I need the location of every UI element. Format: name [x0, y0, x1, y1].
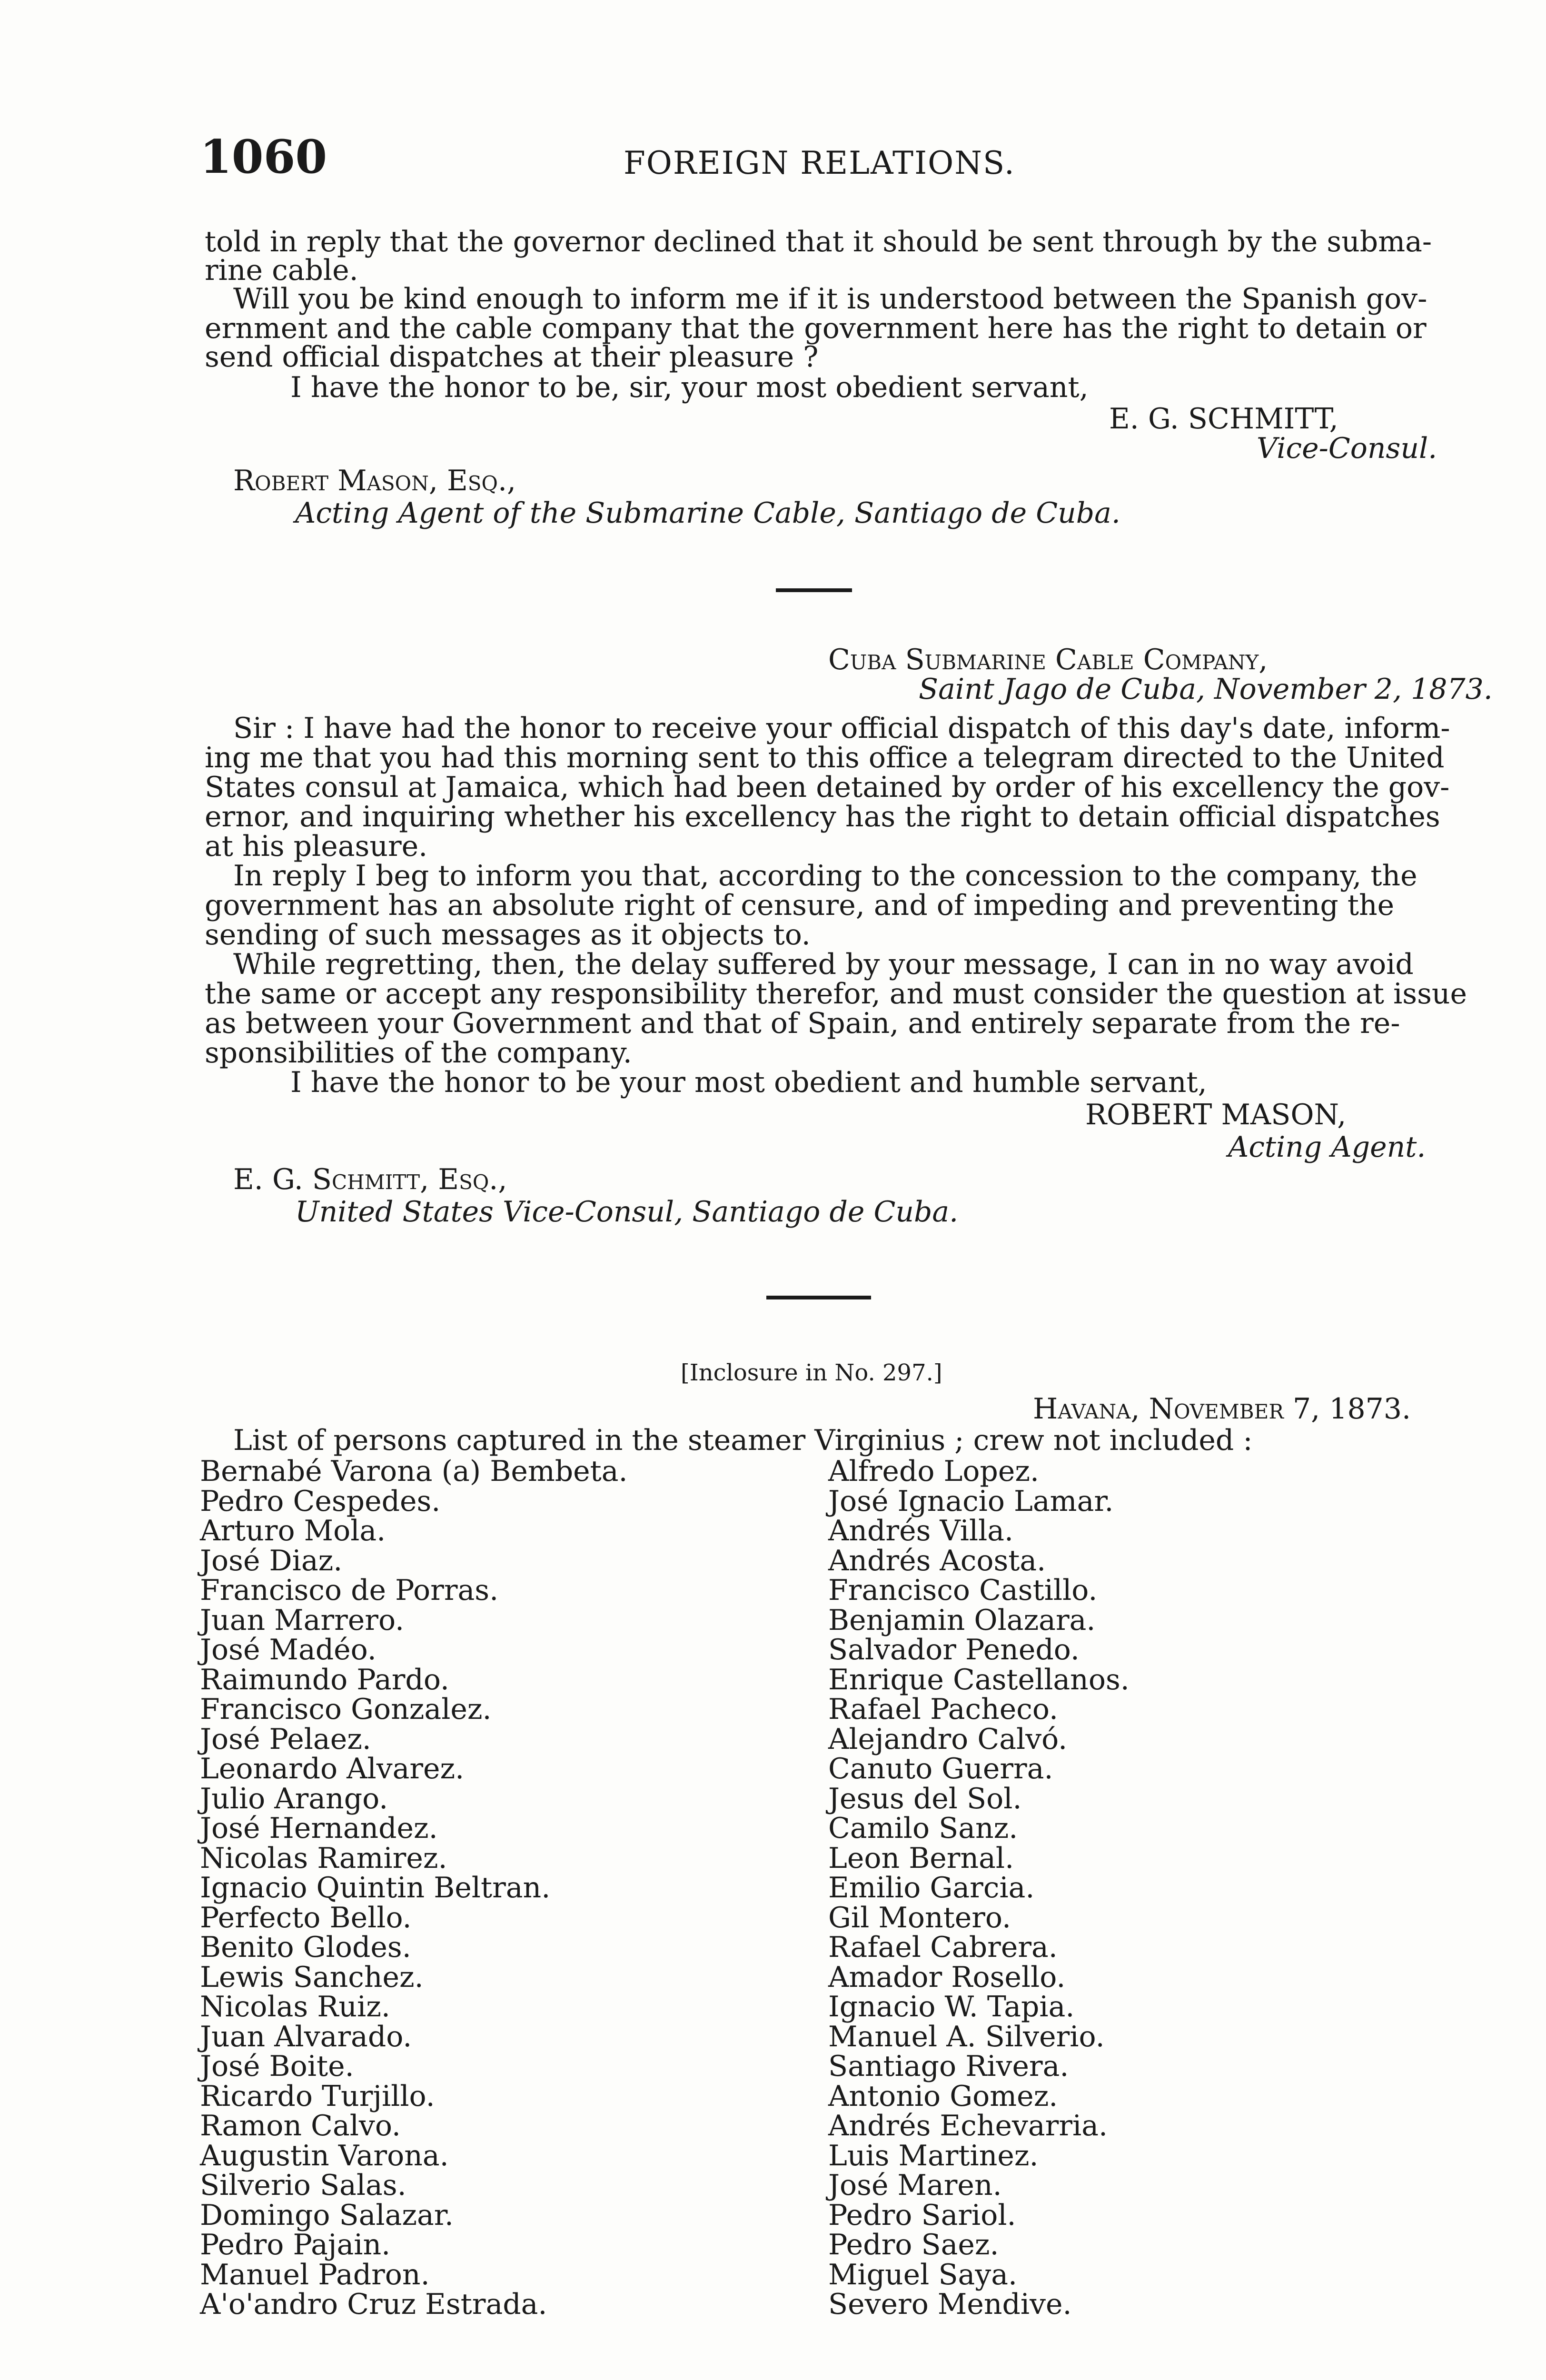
enclosure-intro: List of persons captured in the steamer Virginius ; crew not included :: [233, 1424, 1253, 1457]
person-name: Enrique Castellanos.: [828, 1663, 1130, 1696]
person-name: Rafael Cabrera.: [828, 1931, 1058, 1964]
person-name: José Madéo.: [200, 1633, 377, 1666]
letter1-line: told in reply that the governor declined that it should be sent through by the subma-: [205, 225, 1432, 258]
person-name: Antonio Gomez.: [828, 2079, 1058, 2113]
person-name: Leonardo Alvarez.: [200, 1752, 465, 1785]
letter1-line: Will you be kind enough to inform me if it is understood between the Spanish gov-: [233, 282, 1427, 316]
enclosure-date-text: Havana, November 7, 1873.: [1033, 1392, 1411, 1426]
person-name: Santiago Rivera.: [828, 2050, 1069, 2083]
letter1-signature-title: Vice-Consul.: [1257, 432, 1437, 465]
letter2-line: the same or accept any responsibility therefor, and must consider the question at issue: [205, 977, 1467, 1011]
person-name: Andrés Acosta.: [828, 1544, 1046, 1577]
section-divider: [776, 588, 852, 592]
person-name: Andrés Echevarria.: [828, 2109, 1108, 2142]
person-name: Ramon Calvo.: [200, 2109, 401, 2142]
letter2-line: sending of such messages as it objects to.: [205, 918, 811, 952]
person-name: José Diaz.: [200, 1544, 343, 1577]
letter1-line: send official dispatches at their pleasure ?: [205, 340, 819, 374]
letter2-addressee-title: United States Vice-Consul, Santiago de Cuba.: [295, 1195, 959, 1229]
letter2-line: States consul at Jamaica, which had been detained by order of his excellency the gov-: [205, 771, 1450, 804]
person-name: Emilio Garcia.: [828, 1871, 1035, 1904]
letter2-line: I have the honor to be your most obedient and humble servant,: [290, 1066, 1207, 1099]
person-name: Nicolas Ramirez.: [200, 1841, 447, 1875]
person-name: Francisco de Porras.: [200, 1574, 499, 1607]
person-name: Nicolas Ruiz.: [200, 1990, 390, 2023]
names-right-column: [828, 1457, 1130, 2320]
person-name: A'o'andro Cruz Estrada.: [200, 2288, 547, 2321]
person-name: Canuto Guerra.: [828, 1752, 1053, 1785]
page-number: 1060: [200, 130, 327, 184]
names-left-column: [200, 1457, 628, 2320]
person-name: Alejandro Calvó.: [828, 1722, 1068, 1756]
person-name: José Hernandez.: [200, 1812, 438, 1845]
letter2-line: as between your Government and that of Spain, and entirely separate from the re-: [205, 1007, 1400, 1040]
person-name: Jesus del Sol.: [828, 1782, 1022, 1815]
person-name: Luis Martinez.: [828, 2139, 1039, 2172]
enclosure-place-date: [1033, 1392, 1411, 1426]
person-name: Bernabé Varona (a) Bembeta.: [200, 1455, 628, 1488]
person-name: Manuel Padron.: [200, 2258, 430, 2291]
person-name: Silverio Salas.: [200, 2169, 406, 2202]
letter1-line: ernment and the cable company that the government here has the right to detain or: [205, 312, 1427, 345]
letter1-line: I have the honor to be, sir, your most obedient servant,: [290, 371, 1089, 404]
letter2-line: While regretting, then, the delay suffered by your message, I can in no way avoid: [233, 948, 1414, 981]
person-name: Arturo Mola.: [200, 1514, 386, 1547]
person-name: Camilo Sanz.: [828, 1812, 1018, 1845]
letter1-addressee-title: Acting Agent of the Submarine Cable, Santiago de Cuba.: [295, 496, 1120, 530]
person-name: Benjamin Olazara.: [828, 1603, 1096, 1637]
letter2-line: Sir : I have had the honor to receive your official dispatch of this day's date, inform-: [233, 712, 1450, 745]
person-name: Perfecto Bello.: [200, 1901, 412, 1934]
enclosure-label: [Inclosure in No. 297.]: [681, 1359, 942, 1386]
person-name: Gil Montero.: [828, 1901, 1011, 1934]
person-name: Juan Marrero.: [200, 1603, 405, 1637]
person-name: Salvador Penedo.: [828, 1633, 1080, 1666]
person-name: José Boite.: [200, 2050, 354, 2083]
person-name: Raimundo Pardo.: [200, 1663, 449, 1696]
section-divider: [766, 1296, 871, 1299]
letter2-line: ernor, and inquiring whether his excellency has the right to detain official dispatches: [205, 800, 1440, 833]
person-name: Pedro Sariol.: [828, 2198, 1016, 2232]
person-name: Pedro Pajain.: [200, 2228, 391, 2261]
letter2-line: ing me that you had this morning sent to this office a telegram directed to the United: [205, 741, 1445, 774]
person-name: Pedro Saez.: [828, 2228, 999, 2261]
person-name: Augustin Varona.: [200, 2139, 449, 2172]
letter1-signature: E. G. SCHMITT,: [1109, 402, 1338, 436]
letter2-signature: ROBERT MASON,: [1085, 1098, 1347, 1131]
person-name: Lewis Sanchez.: [200, 1960, 424, 1994]
running-title: FOREIGN RELATIONS.: [624, 145, 1015, 181]
person-name: Juan Alvarado.: [200, 2020, 412, 2053]
letter2-line: In reply I beg to inform you that, according to the concession to the company, the: [233, 859, 1417, 892]
person-name: Ricardo Turjillo.: [200, 2079, 435, 2113]
letter2-place-date: Saint Jago de Cuba, November 2, 1873.: [919, 673, 1493, 706]
letter2-line: government has an absolute right of censure, and of impeding and preventing the: [205, 889, 1395, 922]
person-name: Alfredo Lopez.: [828, 1455, 1040, 1488]
person-name: Miguel Saya.: [828, 2258, 1018, 2291]
person-name: Julio Arango.: [200, 1782, 388, 1815]
letter2-line: at his pleasure.: [205, 830, 428, 863]
person-name: Francisco Castillo.: [828, 1574, 1098, 1607]
person-name: Benito Glodes.: [200, 1931, 411, 1964]
letter2-line: sponsibilities of the company.: [205, 1036, 632, 1070]
letter2-addressee: E. G. Schmitt, Esq.,: [233, 1163, 507, 1196]
person-name: Ignacio Quintin Beltran.: [200, 1871, 551, 1904]
person-name: Domingo Salazar.: [200, 2198, 454, 2232]
person-name: José Maren.: [828, 2169, 1002, 2202]
person-name: José Pelaez.: [200, 1722, 371, 1756]
person-name: Francisco Gonzalez.: [200, 1693, 492, 1726]
letter2-signature-title: Acting Agent.: [1228, 1130, 1426, 1164]
person-name: Pedro Cespedes.: [200, 1484, 441, 1518]
person-name: Rafael Pacheco.: [828, 1693, 1059, 1726]
person-name: Severo Mendive.: [828, 2288, 1072, 2321]
person-name: Ignacio W. Tapia.: [828, 1990, 1075, 2023]
letter2-heading: Cuba Submarine Cable Company,: [828, 643, 1268, 676]
person-name: Manuel A. Silverio.: [828, 2020, 1105, 2053]
letter1-addressee: Robert Mason, Esq.,: [233, 464, 516, 497]
person-name: Amador Rosello.: [828, 1960, 1066, 1994]
person-name: José Ignacio Lamar.: [828, 1484, 1114, 1518]
person-name: Leon Bernal.: [828, 1841, 1014, 1875]
person-name: Andrés Villa.: [828, 1514, 1014, 1547]
letter1-line: rine cable.: [205, 254, 358, 287]
